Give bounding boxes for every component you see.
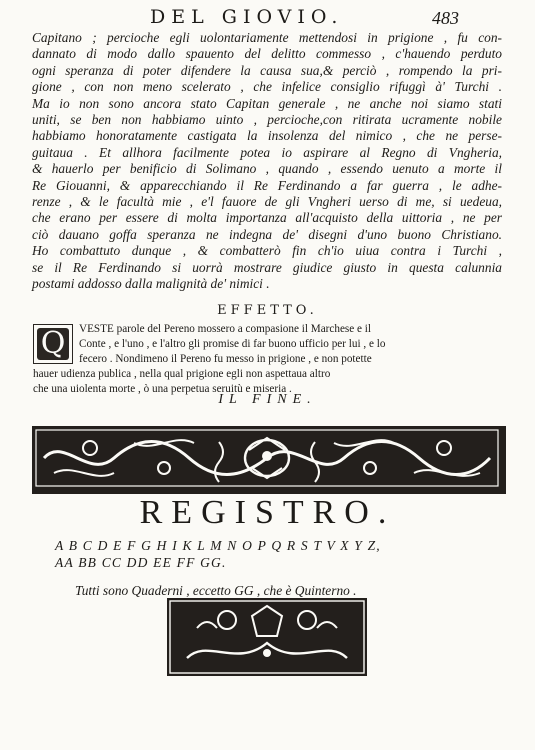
main-text-block xyxy=(32,30,502,293)
text-line: ciò dauano goffa speranza ne indegna de' disegni d'uno buono Christiano. xyxy=(32,226,502,242)
text-line: renze , & le facultà mie , e'l fauore de gli Vngheri uerso di me, si uedeua, xyxy=(32,194,502,210)
printer-device-ornament-icon xyxy=(167,598,367,676)
text-line: habbiamo honoratamente castigata la insolenza del nimico , che ne perse- xyxy=(32,128,502,144)
text-line: VESTE parole del Pereno mossero a compasione il Marchese e il xyxy=(79,323,372,335)
register-heading: REGISTRO. xyxy=(139,494,396,531)
text-line: gione , con non meno scelerato , che infelice consiglio rifuggì à' Turchi . xyxy=(32,79,502,95)
effect-paragraph xyxy=(33,322,500,397)
text-line: dannato di modo dallo spauento del delitto commesso , c'hauendo perduto xyxy=(32,46,502,62)
printer-device-art xyxy=(167,598,367,676)
text-line: che una uiolenta morte , ò una perpetua seruitù e miseria . xyxy=(33,383,292,395)
collation-note: Tutti sono Quaderni , eccetto GG , che è Quinterno . xyxy=(75,583,357,598)
text-line: Conte , e l'uno , e l'altro gli promise di far buono ufficio per lui , e lo xyxy=(79,338,386,350)
woodcut-ornament-icon xyxy=(32,426,506,494)
decorated-initial xyxy=(33,324,73,364)
text-line: Ma io non sono ancora stato Capitan generale , ne anche noi siamo stati xyxy=(32,95,502,111)
text-line: fecero . Nondimeno il Pereno fu messo in prigione , e non potette xyxy=(79,353,372,365)
running-head: DEL GIOVIO. xyxy=(150,6,344,28)
text-line: Capitano ; percioche egli uolontariamente mettendosi in prigione , fu con- xyxy=(32,30,502,45)
end-marker: IL FINE. xyxy=(218,392,317,407)
text-line: postami addosso dalla malignità de' nimici . xyxy=(32,276,270,292)
section-heading: EFFETTO. xyxy=(217,303,318,318)
signature-line: AA BB CC DD EE FF GG. xyxy=(55,555,227,570)
initial-letter: Q xyxy=(40,326,66,361)
text-line: & hauerlo per benificio di Solimano , quando , essendo uenuto a morte il xyxy=(32,161,502,177)
woodcut-band-art xyxy=(34,428,500,488)
page-header xyxy=(0,6,535,30)
text-line: uniti, se ben non habbiamo uinto , percioche,con ritirata ucramente nobile xyxy=(32,112,502,128)
page-number: 483 xyxy=(432,8,459,28)
text-line: guitaua . Et allhora facilmente potea io aspirare al Regno di Vngheria, xyxy=(32,144,502,160)
text-line: se il Re Ferdinando si uorrà mostrare giudice giusto in questa calunnia xyxy=(32,259,502,275)
signature-list xyxy=(55,537,485,571)
text-line: hauer udienza publica , nella qual prigione egli non aspettaua altro xyxy=(33,368,331,380)
text-line: che erano per essere di molta importanza all'acquisto della uittoria , ne per xyxy=(32,210,502,226)
signature-line: A B C D E F G H I K L M N O P Q R S T V X Y Z, xyxy=(55,538,381,553)
text-line: Ho combattuto dunque , & combatterò fin ch'io uiua contra i Turchi , xyxy=(32,243,502,259)
text-line: Re Giouanni, & apparecchiando il Re Ferdinando a far guerra , le adhe- xyxy=(32,177,502,193)
text-line: ogni speranza di poter difendere la causa sua,& perciò , rompendo la pri- xyxy=(32,62,502,78)
